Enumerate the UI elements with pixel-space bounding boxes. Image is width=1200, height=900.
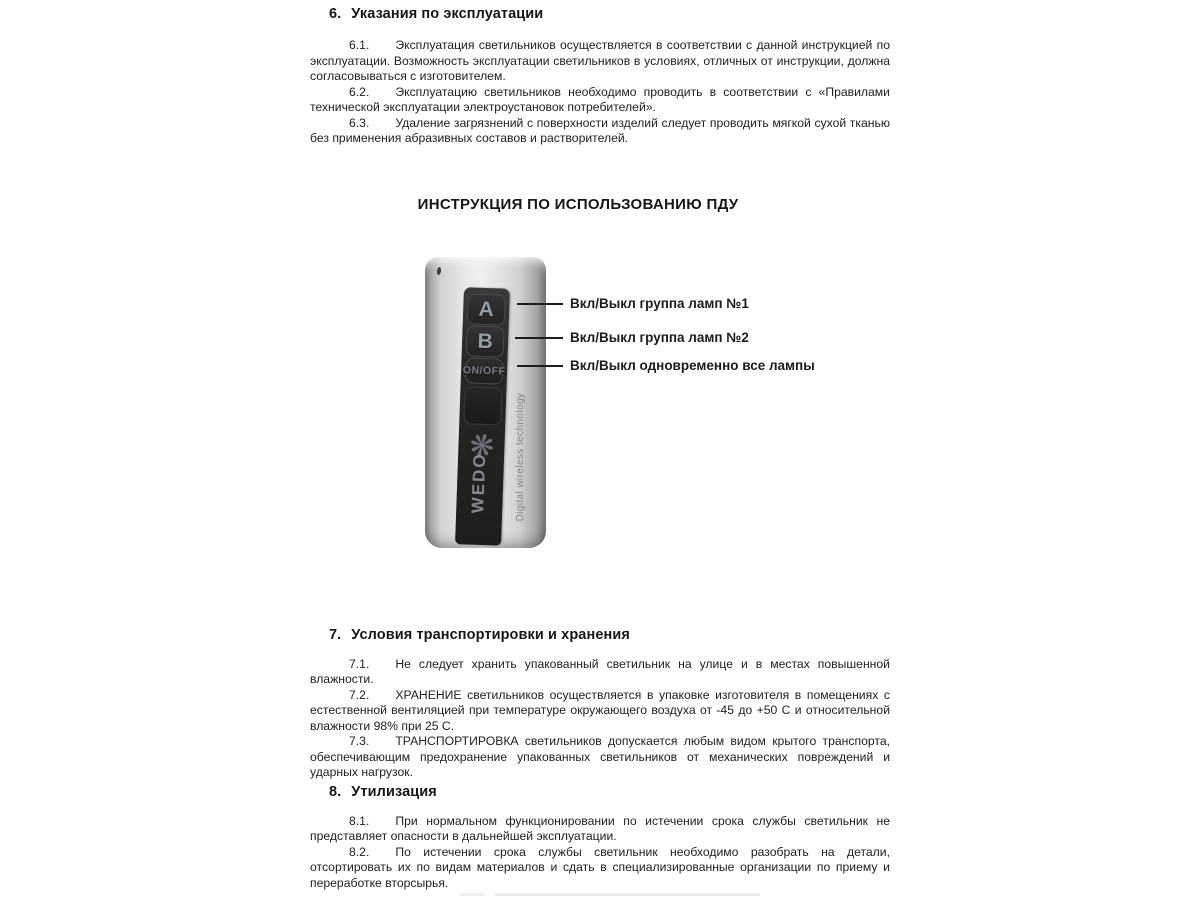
paragraph-6-2 [310, 85, 890, 116]
line-text: ХРАНЕНИЕ светильников осуществляется в упаковке изготовителя в помещениях с [395, 687, 890, 702]
section-heading-7 [310, 627, 890, 644]
text-line: отсортировать их по видам материалов и сдать в специализированные организации по приему и [310, 860, 890, 874]
paragraph-7-3 [310, 734, 890, 781]
paragraph-7-2 [310, 688, 890, 735]
section-title: Указания по эксплуатации [351, 6, 544, 22]
button-panel [455, 287, 510, 545]
callout-label-all-lamps: Вкл/Выкл одновременно все лампы [570, 357, 815, 373]
paragraph-6-1 [310, 38, 890, 85]
callout-label-group-2: Вкл/Выкл группа ламп №2 [570, 329, 749, 345]
section-heading-6 [310, 6, 890, 23]
text-line [310, 814, 890, 830]
blank-key [463, 386, 502, 425]
section-title: Утилизация [351, 783, 437, 800]
callout-label-group-1: Вкл/Выкл группа ламп №1 [570, 295, 749, 311]
line-text: Эксплуатация светильников осуществляется в соответствии с данной инструкцией по [395, 38, 890, 52]
text-line: обеспечивающим предохранение упакованных светильников от механических повреждений и [310, 749, 890, 764]
button-a [467, 293, 506, 325]
line-text: ТРАНСПОРТИРОВКА светильников допускается любым видом крытого транспорта, [395, 734, 890, 748]
content-column [310, 0, 890, 891]
text-line: эксплуатации. Возможность эксплуатации светильников в условиях, отличных от инструкции, должна [310, 53, 890, 68]
leader-line [517, 365, 563, 367]
line-text: По истечении срока службы светильник необходимо разобрать на детали, [395, 844, 890, 859]
text-line [310, 688, 890, 704]
text-line: естественной вентиляцией при температуре окружающего воздуха от -45 до +50 С и относительной [310, 703, 890, 717]
line-text: Эксплуатацию светильников необходимо проводить в соответствии с «Правилами [395, 84, 890, 99]
section-number: 7. [329, 626, 342, 643]
text-line: влажности. [310, 672, 374, 686]
text-line: ударных нагрузок. [310, 765, 413, 779]
paragraph-8-1 [310, 814, 890, 845]
button-onoff [462, 357, 506, 384]
text-line: переработке вторсырья. [310, 875, 449, 890]
text-line [310, 85, 890, 101]
leader-line [515, 337, 563, 339]
line-text: Удаление загрязнений с поверхности изделий следует проводить мягкой сухой тканью [395, 115, 890, 130]
sparkle-icon: ❋ [464, 426, 499, 466]
text-line [310, 734, 890, 750]
clause-number: 6.1. [349, 38, 370, 52]
text-line: представляет опасности в дальнейшей эксплуатации. [310, 829, 617, 843]
scan-artifact [495, 893, 760, 896]
line-text: При нормальном функционировании по истечении срока службы светильник не [395, 813, 890, 828]
leader-line [517, 303, 563, 305]
button-b-label: B [477, 329, 494, 353]
section-number: 6. [329, 6, 342, 22]
clause-number: 8.1. [349, 813, 370, 828]
text-line: согласовываться с изготовителем. [310, 69, 506, 83]
text-line: влажности 98% при 25 С. [310, 718, 455, 733]
clause-number: 6.3. [349, 115, 370, 130]
button-onoff-label: ON/OFF [462, 363, 506, 377]
paragraph-6-3 [310, 116, 890, 147]
button-a-label: A [478, 297, 495, 321]
section-title: Условия транспортировки и хранения [351, 626, 630, 643]
clause-number: 7.2. [349, 687, 370, 702]
clause-number: 7.1. [349, 656, 370, 671]
led-indicator [436, 266, 441, 274]
remote-control-photo [425, 257, 546, 548]
text-line [310, 845, 890, 861]
button-b [466, 325, 505, 357]
paragraph-8-2 [310, 845, 890, 892]
text-line [310, 657, 890, 673]
text-line [310, 116, 890, 132]
clause-number: 7.3. [349, 734, 370, 748]
text-line [310, 38, 890, 54]
brand-logo: WEDO [468, 451, 490, 514]
text-line: без применения абразивных составов и растворителей. [310, 131, 629, 145]
section-number: 8. [329, 783, 342, 800]
clause-number: 8.2. [349, 844, 370, 859]
section-heading-8 [310, 784, 890, 801]
text-line: технической эксплуатации электроустановок потребителей». [310, 100, 656, 114]
tagline-vertical-text: Digital wireless technology [515, 392, 526, 521]
paragraph-7-1 [310, 657, 890, 688]
line-text: Не следует хранить упакованный светильник на улице и в местах повышенной [395, 656, 890, 671]
pdu-instruction-heading: ИНСТРУКЦИЯ ПО ИСПОЛЬЗОВАНИЮ ПДУ [417, 195, 739, 213]
clause-number: 6.2. [349, 84, 370, 99]
remote-figure [310, 257, 890, 548]
